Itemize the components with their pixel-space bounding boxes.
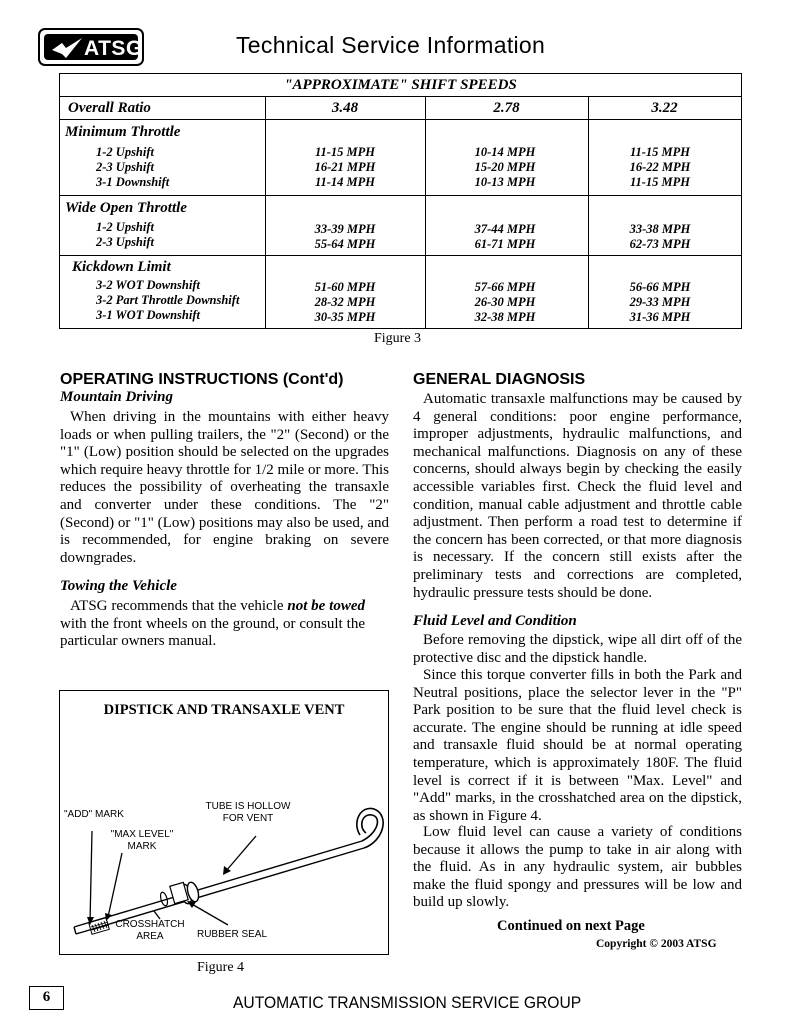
add-mark-label: "ADD" MARK	[64, 809, 124, 820]
general-diagnosis-text: Automatic transaxle malfunctions may be caused by 4 general conditions: poor engine performance, improper adjustments, hydraulic malfunctions, and mechanical malfunctions. Diagnosis on any of these concerns, should always begin by checking the easily accessible variables first. Check the fluid level and condition, manual cable adjustment and throttle cable adjustment. Then perform a road test to determine if the concern has been corrected, or that more diagnosis is necessary. If the concern still exists after the preliminary tests and corrections are completed, hydraulic pressure tests should be done.	[413, 391, 742, 601]
table-cell: 62-73 MPH	[629, 237, 691, 251]
page-title: Technical Service Information	[236, 32, 546, 58]
table-cell: 10-13 MPH	[474, 175, 536, 189]
table-cell: 57-66 MPH	[474, 280, 536, 294]
table-cell: 32-38 MPH	[474, 310, 536, 324]
row-label: 3-2 Part Throttle Downshift	[96, 293, 240, 307]
ratio-header: 3.48	[331, 100, 359, 116]
figure-4-caption: Figure 4	[197, 960, 245, 975]
table-cell: 10-14 MPH	[474, 145, 536, 159]
table-cell: 28-32 MPH	[314, 295, 376, 309]
crosshatch-label: CROSSHATCH AREA	[115, 919, 185, 942]
figure-4-box	[59, 690, 389, 955]
section-heading: Wide Open Throttle	[65, 200, 187, 216]
row-label: 1-2 Upshift	[96, 220, 154, 234]
figure-4-title: DIPSTICK AND TRANSAXLE VENT	[103, 702, 345, 718]
continued-note: Continued on next Page	[497, 918, 645, 934]
footer-org: AUTOMATIC TRANSMISSION SERVICE GROUP	[233, 993, 582, 1012]
operating-instructions-heading: OPERATING INSTRUCTIONS (Cont'd)	[60, 371, 344, 388]
fluid-level-heading: Fluid Level and Condition	[413, 613, 577, 629]
fluid-paragraph-1: Before removing the dipstick, wipe all dirt off of the protective disc and the dipstick handle.	[413, 632, 742, 666]
table-cell: 33-38 MPH	[629, 222, 691, 236]
table-cell: 11-15 MPH	[629, 145, 691, 159]
fluid-paragraph-2: Since this torque converter fills in both the Park and Neutral positions, place the selector lever in the "P" Park position to be sure that the fluid level check is accurate. The engine should be running at idle speed and transaxle fluid should be at normal operating temperature, which is approximately 180F. The fluid level is correct if it is between "Max. Level" and "Add" marks, in the crosshatched area on the dipstick, as shown in Figure 4.	[413, 667, 742, 824]
row-label: 2-3 Upshift	[96, 235, 154, 249]
table-cell: 15-20 MPH	[474, 160, 536, 174]
tube-label: TUBE IS HOLLOW FOR VENT	[205, 801, 291, 824]
ratio-header: 2.78	[493, 100, 520, 116]
shift-speed-table	[59, 73, 742, 329]
copyright: Copyright © 2003 ATSG	[596, 938, 717, 950]
table-cell: 56-66 MPH	[629, 280, 691, 294]
table-cell: 30-35 MPH	[314, 310, 376, 324]
page-number: 6	[29, 986, 64, 1010]
row-label: 3-1 WOT Downshift	[96, 308, 200, 322]
mountain-driving-text: When driving in the mountains with either heavy loads or when pulling trailers, the "2" (Second) or the "1" (Low) position should be selected on the upgrades which require heavy throttle for 1/2 mile or more. This reduces the possibility of overheating the transaxle and converter under these conditions. The "2" (Second) or "1" (Low) positions may also be used, and is recommended, for engine braking on severe downgrades.	[60, 409, 389, 566]
table-cell: 31-36 MPH	[629, 310, 691, 324]
mountain-driving-heading: Mountain Driving	[60, 389, 173, 405]
row-label: 1-2 Upshift	[96, 145, 154, 159]
general-diagnosis-heading: GENERAL DIAGNOSIS	[413, 371, 586, 388]
figure-3-caption: Figure 3	[374, 331, 422, 346]
table-cell: 26-30 MPH	[474, 295, 536, 309]
table-cell: 55-64 MPH	[314, 237, 376, 251]
table-cell: 37-44 MPH	[474, 222, 536, 236]
atsg-logo	[38, 28, 144, 66]
row-label: 3-2 WOT Downshift	[96, 278, 200, 292]
table-cell: 16-21 MPH	[314, 160, 376, 174]
towing-heading: Towing the Vehicle	[60, 578, 177, 594]
row-label: 2-3 Upshift	[96, 160, 154, 174]
table-cell: 29-33 MPH	[629, 295, 691, 309]
max-level-label: "MAX LEVEL" MARK	[110, 829, 174, 852]
section-heading: Kickdown Limit	[72, 259, 171, 275]
table-cell: 16-22 MPH	[629, 160, 691, 174]
ratio-header: 3.22	[651, 100, 678, 116]
section-heading: Minimum Throttle	[65, 124, 181, 140]
table-cell: 11-14 MPH	[314, 175, 376, 189]
towing-text: ATSG recommends that the vehicle not be towed with the front wheels on the ground, or consult the particular owners manual.	[60, 598, 365, 650]
row-label: 3-1 Downshift	[96, 175, 170, 189]
table-cell: 11-15 MPH	[314, 145, 376, 159]
checkmark-icon	[50, 37, 84, 61]
logo-text: ATSG	[84, 37, 143, 60]
table-cell: 11-15 MPH	[629, 175, 691, 189]
table-cell: 33-39 MPH	[314, 222, 376, 236]
ratio-label: Overall Ratio	[68, 100, 151, 116]
table-title: "APPROXIMATE" SHIFT SPEEDS	[284, 77, 517, 93]
rubber-seal-label: RUBBER SEAL	[196, 929, 268, 940]
table-cell: 51-60 MPH	[314, 280, 376, 294]
fluid-paragraph-3: Low fluid level can cause a variety of conditions because it allows the pump to take in air along with the fluid. As in any hydraulic system, air bubbles make the fluid spongy and pressures will be low and build up slowly.	[413, 824, 742, 911]
table-cell: 61-71 MPH	[474, 237, 536, 251]
